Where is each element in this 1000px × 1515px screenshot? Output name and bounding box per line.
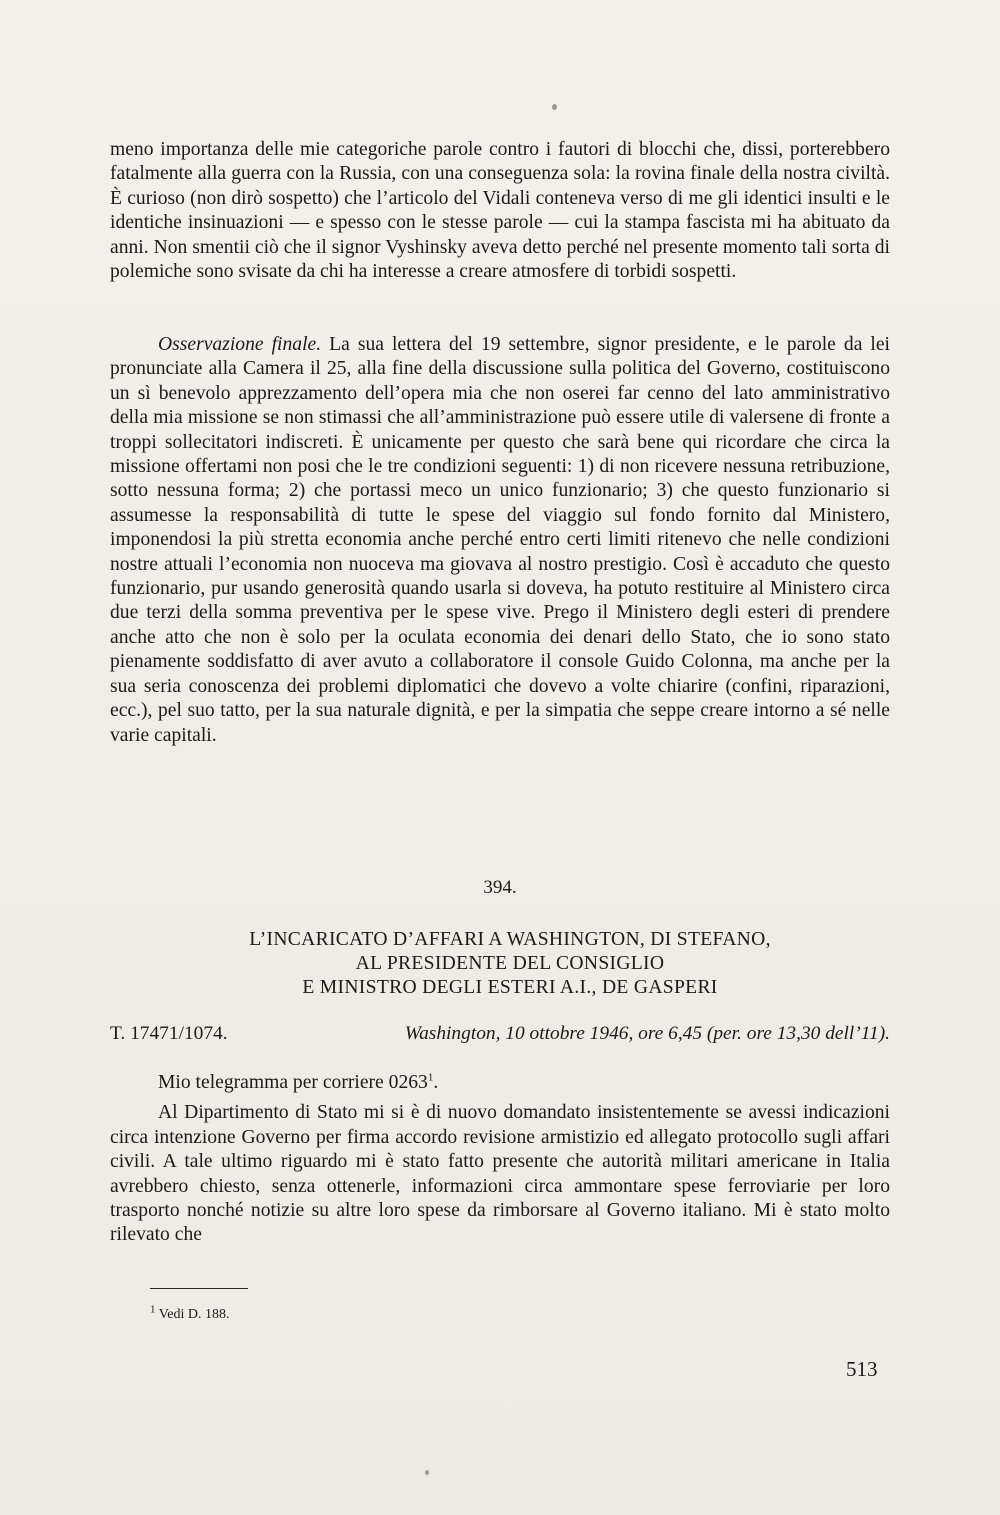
ink-speck bbox=[552, 104, 557, 110]
telegram-line bbox=[110, 1023, 890, 1045]
footnote-reference: 1 bbox=[427, 1071, 434, 1084]
heading-line-3: E MINISTRO DEGLI ESTERI A.I., DE GASPERI bbox=[302, 977, 718, 998]
heading-line-1: L’INCARICATO D’AFFARI A WASHINGTON, DI STEFANO, bbox=[249, 929, 771, 950]
footnote-text: Vedi D. 188. bbox=[155, 1307, 230, 1322]
paragraph-2-text: La sua lettera del 19 settembre, signor presidente, e le parole da lei pronunciate alla Camera il 25, alla fine della discussione sulla politica del Governo, costituiscono un sì benevolo apprezzamento dell’opera mia che non oserei far cenno del lato amministrativo della mia missione se non stimassi che all’amministrazione può essere utile di valersene di fronte a troppi sollecitatori indiscreti. È unicamente per questo che sarà bene qui ricordare che circa la missione offertami non posi che le tre condizioni seguenti: 1) di non ricevere nessuna retribuzione, sotto nessuna forma; 2) che portassi meco un unico funzionario; 3) che questo funzionario si assumesse la responsabilità di tutte le spese del viaggio sul fondo fornito dal Ministero, imponendosi la più stretta economia anche perché entro certi limiti ritenevo che nelle condizioni nostre attuali l’economia non nuoceva ma giovava al nostro prestigio. Così è accaduto che questo funzionario, pur usando generosità quando usarla si doveva, ha potuto restituire al Ministero circa due terzi della somma preventiva per le spese vive. Prego il Ministero degli esteri di prendere anche atto che non è solo per la oculata economia dei denari dello Stato, che io sono stato pienamente soddisfatto di aver avuto a collaboratore il console Guido Colonna, ma anche per la sua seria conoscenza dei problemi diplomatici che dovevo a volte chiarire (confini, riparazioni, ecc.), pel suo tatto, per la sua naturale dignità, e per la simpatia che seppe creare intorno a sé nelle varie capitali. bbox=[110, 334, 890, 746]
paragraph-final-observation bbox=[110, 333, 890, 748]
paragraph-3-end: . bbox=[433, 1072, 439, 1093]
paragraph-2-lead: Osservazione finale. bbox=[158, 334, 322, 355]
footnote-divider bbox=[150, 1288, 248, 1289]
telegram-body bbox=[110, 1071, 890, 1248]
page-number: 513 bbox=[846, 1357, 878, 1381]
paragraph-3 bbox=[110, 1071, 890, 1095]
paragraph-3-text: Mio telegramma per corriere 0263 bbox=[158, 1072, 428, 1093]
paragraph-continuation bbox=[110, 138, 890, 284]
telegram-dateline: Washington, 10 ottobre 1946, ore 6,45 (per. ore 13,30 dell’11). bbox=[404, 1023, 890, 1044]
footnote bbox=[150, 1303, 230, 1323]
paragraph-4-text: Al Dipartimento di Stato mi si è di nuovo domandato insistentemente se avessi indicazioni circa intenzione Governo per firma accordo revisione armistizio ed allegato protocollo sugli affari civili. A tale ultimo riguardo mi è stato fatto presente che autorità militari americane in Italia avrebbero chiesto, senza ottenerle, informazioni circa ammontare spese ferroviarie per loro trasporto nonché notizie su altre loro spese da rimborsare al Governo italiano. Mi è stato molto rilevato che bbox=[110, 1102, 890, 1246]
document-number: 394. bbox=[483, 877, 517, 898]
paragraph-1-text: meno importanza delle mie categoriche parole contro i fautori di blocchi che, dissi, porterebbero fatalmente alla guerra con la Russia, con una conseguenza sola: la rovina finale della nostra civiltà. È curioso (non dirò sospetto) che l’articolo del Vidali conteneva verso di me gli identici insulti e le identiche insinuazioni — e spesso con le stesse parole — cui la stampa fascista mi ha abituato da anni. Non smentii ciò che il signor Vyshinsky aveva detto perché nel presente momento tali sorta di polemiche sono svisate da chi ha interesse a creare atmosfere di torbidi sospetti. bbox=[110, 139, 890, 283]
footnote-mark: 1 bbox=[150, 1303, 156, 1316]
telegram-reference: T. 17471/1074. bbox=[110, 1023, 228, 1044]
ink-speck bbox=[425, 1470, 429, 1475]
heading-line-2: AL PRESIDENTE DEL CONSIGLIO bbox=[355, 953, 665, 974]
document-heading bbox=[110, 928, 910, 1000]
